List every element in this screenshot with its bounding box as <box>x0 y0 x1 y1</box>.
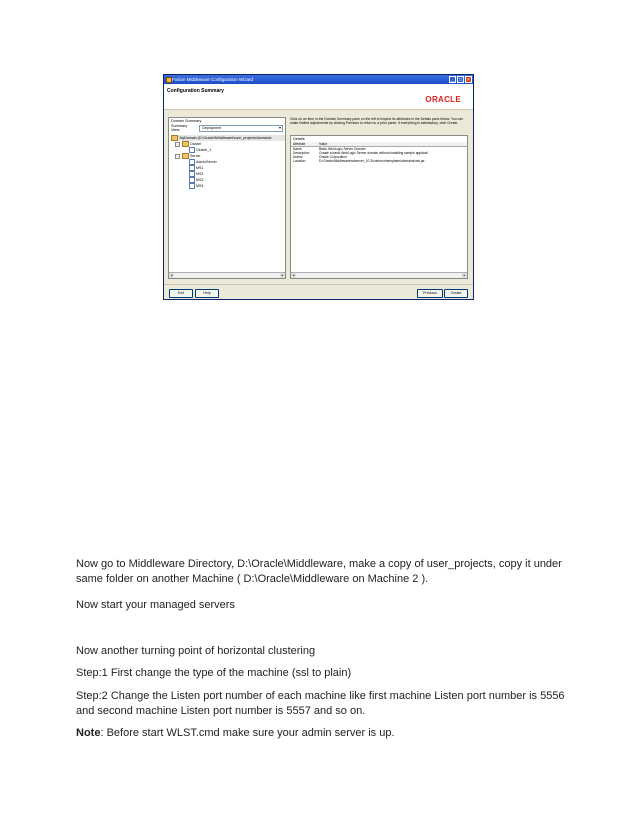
page-title: Configuration Summary <box>167 88 224 94</box>
instructions-text: Click on an item in the Domain Summary pane on the left to inspect its attributes in the Details pane below. You can make limited adjustments by clicking Previous to return to a prior panel. If everything is satisfactory, click Create. <box>290 117 464 126</box>
exit-button[interactable]: Exit <box>169 289 193 298</box>
summary-view-select[interactable]: Deployment ▾ <box>199 125 283 132</box>
folder-icon <box>171 135 178 141</box>
paragraph-step-2: Step:2 Change the Listen port number of each machine like first machine Listen port number is 5556 and second machine Listen port number is 5557 and so on. <box>76 690 565 717</box>
folder-icon <box>182 141 189 147</box>
details-scrollbar[interactable] <box>291 272 467 278</box>
wizard-footer <box>164 284 473 299</box>
tree-item-server[interactable]: − Server <box>176 153 201 158</box>
scroll-left-icon[interactable]: ◂ <box>170 273 173 277</box>
note-label: Note <box>76 727 101 739</box>
table-row[interactable]: Name Basic WebLogic Server Domain <box>293 147 366 151</box>
table-row[interactable]: Author Oracle Corporation <box>293 155 347 159</box>
domain-summary-label: Domain Summary <box>171 119 202 123</box>
tree-item-cluster[interactable]: − Cluster <box>176 141 202 146</box>
wizard-header <box>164 84 473 110</box>
close-icon[interactable]: × <box>465 76 472 83</box>
wizard-titlebar <box>164 75 473 84</box>
column-header-value: Value <box>317 142 467 147</box>
paragraph-horizontal-clustering: Now another turning point of horizontal clustering <box>76 645 316 657</box>
scroll-right-icon[interactable]: ▸ <box>463 273 466 277</box>
tree-item-domain[interactable]: MyDomain (D:\Oracle\Middleware\user_projects\domains\ <box>171 135 285 141</box>
details-table <box>291 142 467 163</box>
table-row[interactable]: Description Create a basic WebLogic Server domain without installing sample applicati <box>293 151 428 155</box>
scroll-right-icon[interactable]: ▸ <box>281 273 284 277</box>
tree-item-adminserver[interactable]: AdminServer <box>171 159 285 165</box>
details-pane <box>290 135 468 279</box>
folder-icon <box>182 153 189 159</box>
paragraph-step-1: Step:1 First change the type of the machine (ssl to plain) <box>76 667 352 679</box>
scroll-left-icon[interactable]: ◂ <box>292 273 295 277</box>
tree-item-ms4[interactable]: MS4 <box>171 183 285 189</box>
config-wizard-screenshot <box>163 74 474 300</box>
domain-tree <box>169 135 285 189</box>
paragraph-copy-user-projects: Now go to Middleware Directory, D:\Oracle\Middleware, make a copy of user_projects, copy it under same folder on another Machine ( D:\Oracle\Middleware on Machine 2 ). <box>76 558 562 585</box>
document-icon <box>189 183 195 190</box>
table-row[interactable]: Location D:\Oracle\Middleware\wlserver_10.3\common\templates\domains\wls.jar <box>293 159 425 163</box>
oracle-logo: ORACLE <box>425 95 461 104</box>
collapse-icon[interactable]: − <box>176 153 179 158</box>
summary-view-label: Summary View: <box>171 124 188 132</box>
minimize-icon[interactable]: _ <box>449 76 456 83</box>
wizard-title: Fusion Middleware Configuration Wizard <box>172 77 254 82</box>
tree-item-cluster-1[interactable]: Cluster_1 <box>171 147 285 153</box>
details-label: Details <box>293 137 305 141</box>
paragraph-start-managed-servers: Now start your managed servers <box>76 599 235 611</box>
tree-item-ms1[interactable]: MS1 <box>171 165 285 171</box>
tree-item-ms3[interactable]: MS3 <box>171 177 285 183</box>
tree-item-ms2[interactable]: MS2 <box>171 171 285 177</box>
previous-button[interactable]: Previous <box>417 289 443 298</box>
create-button[interactable]: Create <box>444 289 468 298</box>
tree-scrollbar[interactable] <box>169 272 285 278</box>
column-header-attribute: Attribute <box>291 142 317 147</box>
maximize-icon[interactable]: □ <box>458 77 463 83</box>
domain-summary-pane <box>168 117 286 279</box>
note-text: : Before start WLST.cmd make sure your admin server is up. <box>100 727 395 739</box>
collapse-icon[interactable]: − <box>176 141 179 146</box>
app-icon <box>166 77 172 83</box>
paragraph-note <box>76 726 566 741</box>
help-button[interactable]: Help <box>195 289 219 298</box>
